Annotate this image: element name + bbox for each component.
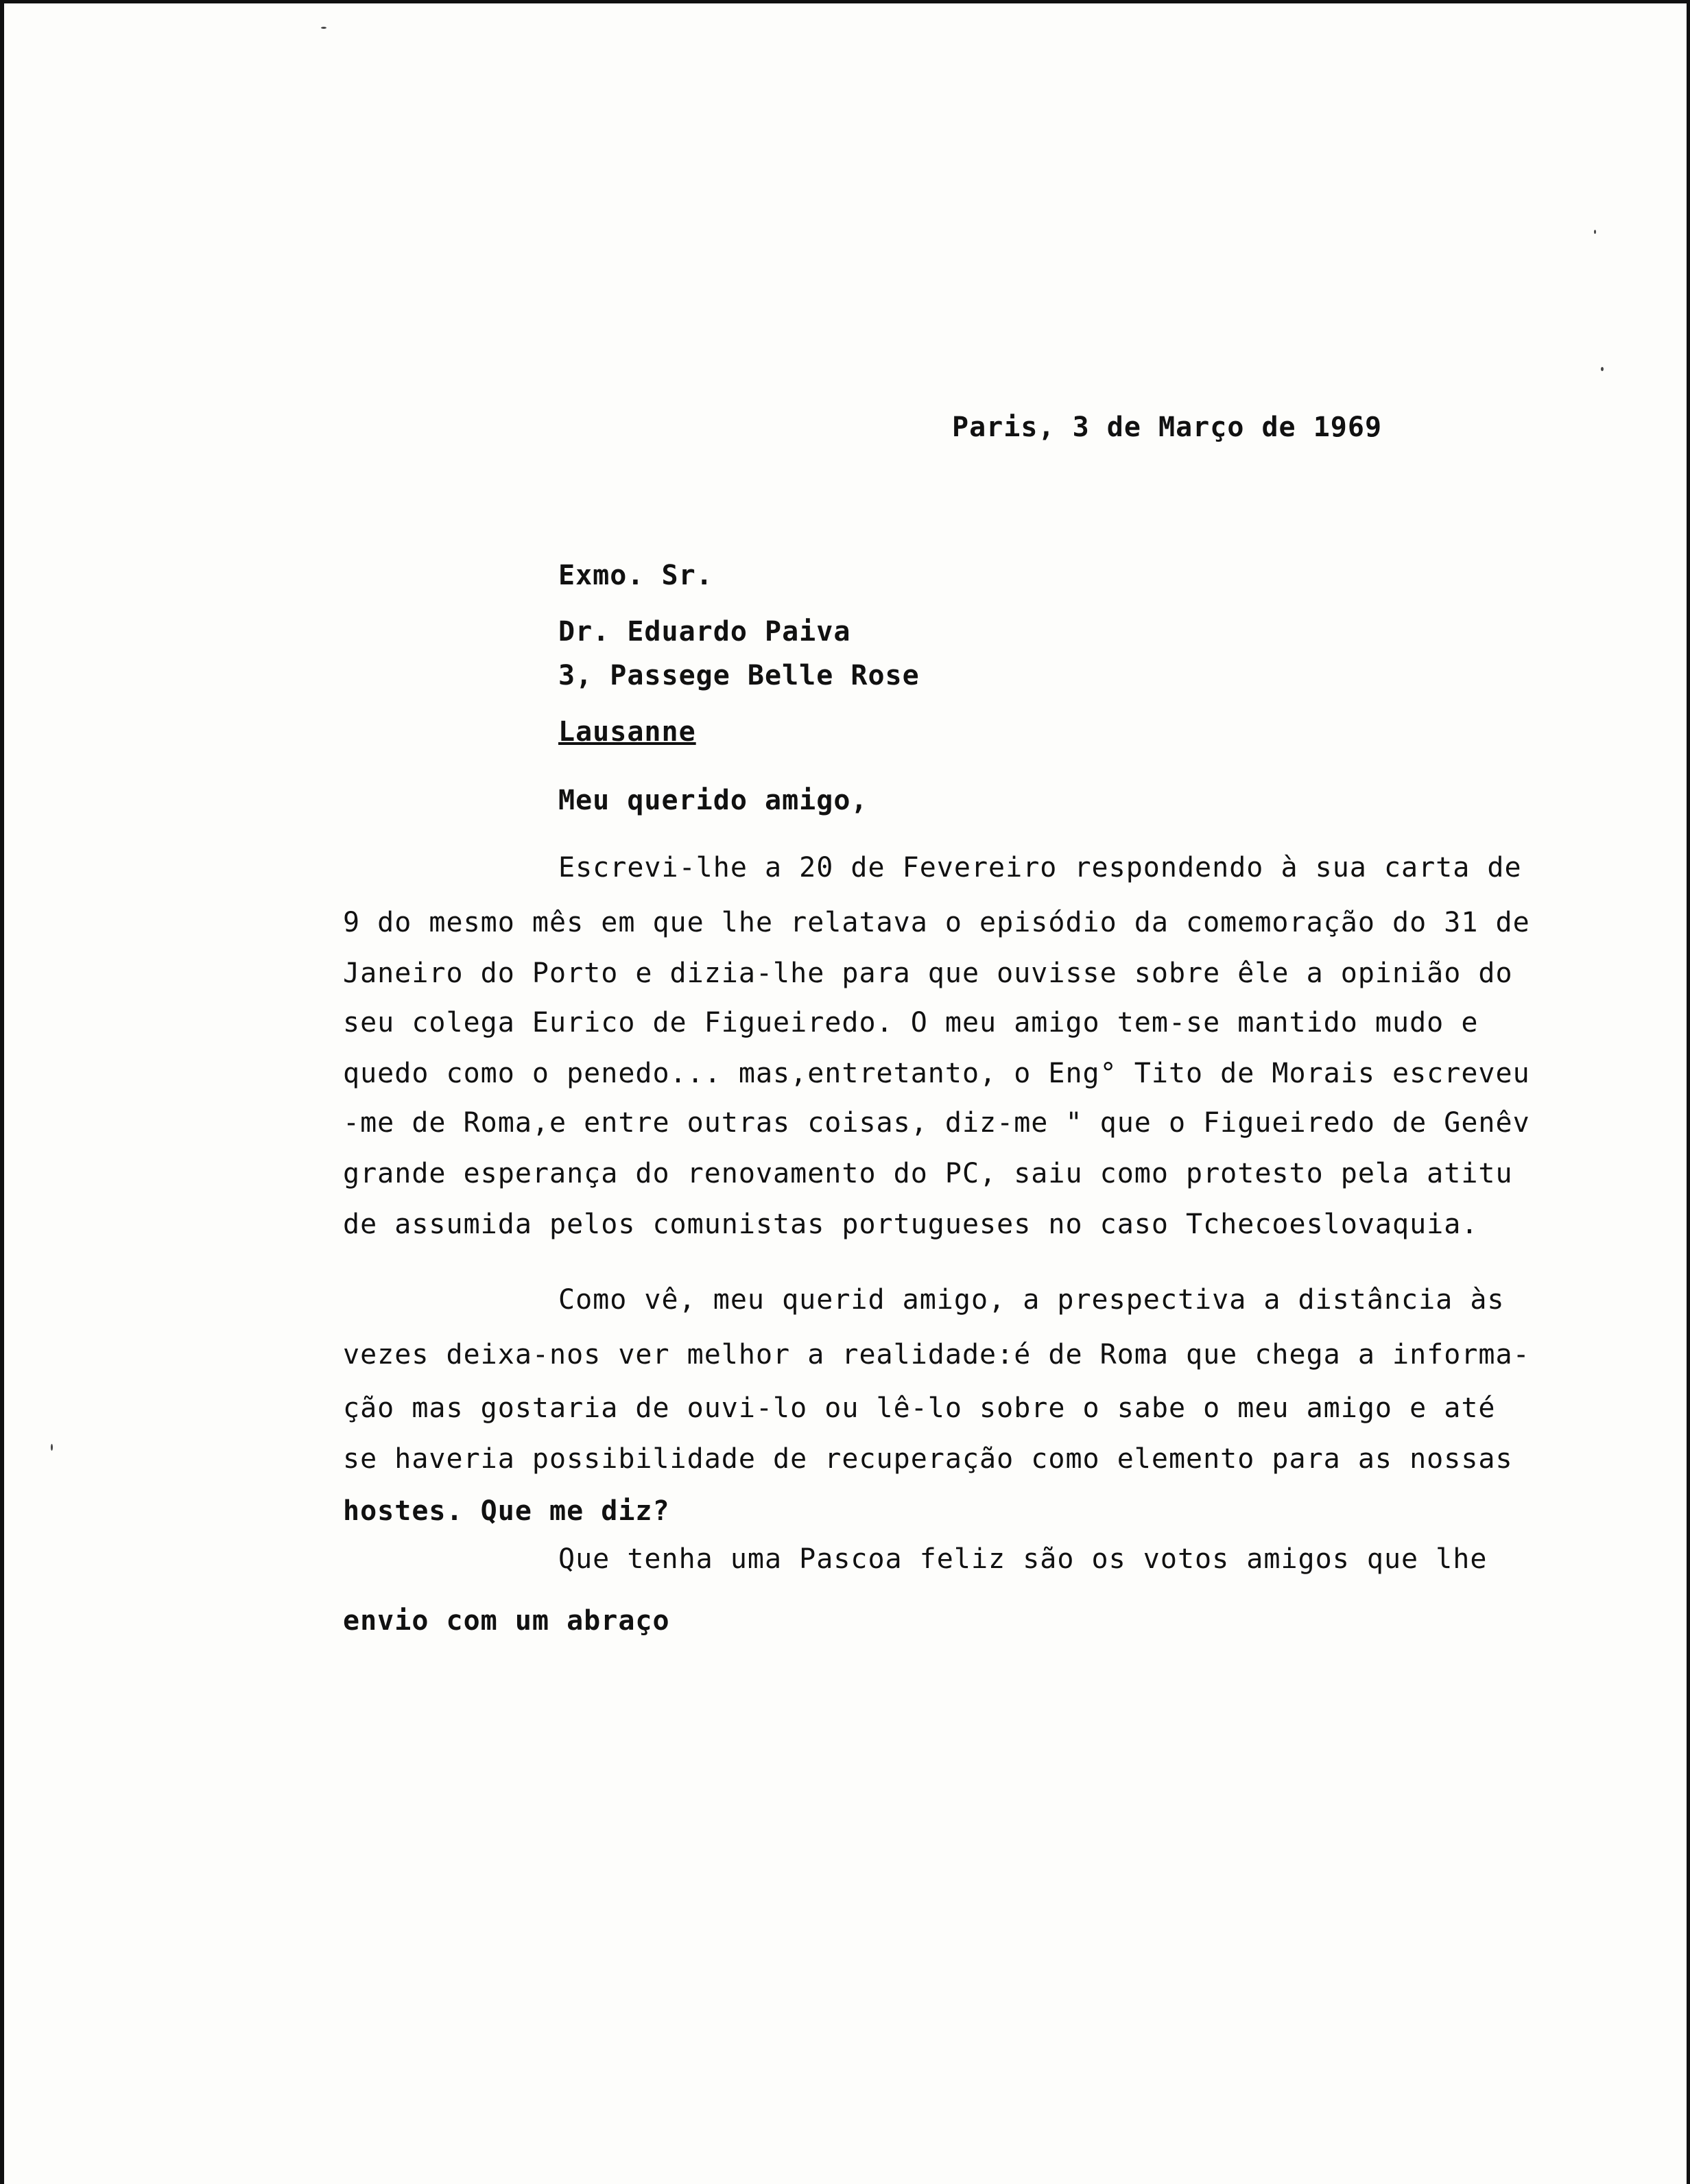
paper-speck (1594, 230, 1596, 234)
paragraph-1-line: Escrevi-lhe a 20 de Fevereiro respondendo à sua carta de (558, 852, 1522, 883)
paragraph-1-line: Janeiro do Porto e dizia-lhe para que ouvisse sobre êle a opinião do (343, 958, 1513, 989)
paragraph-3-line: envio com um abraço (343, 1605, 670, 1637)
addressee-city: Lausanne (558, 716, 696, 748)
paragraph-3-line: Que tenha uma Pascoa feliz são os votos amigos que lhe (558, 1543, 1488, 1575)
paragraph-1-line: de assumida pelos comunistas portugueses no caso Tchecoeslovaquia. (343, 1209, 1479, 1240)
paragraph-2-line: hostes. Que me diz? (343, 1495, 670, 1527)
paragraph-1-line: grande esperança do renovamento do PC, saiu como protesto pela atitu (343, 1158, 1513, 1189)
date-line: Paris, 3 de Março de 1969 (952, 412, 1383, 443)
paragraph-1-line: 9 do mesmo mês em que lhe relatava o episódio da comemoração do 31 de (343, 907, 1530, 938)
addressee-street: 3, Passege Belle Rose (558, 660, 920, 691)
paragraph-2-line: Como vê, meu querid amigo, a prespectiva a distância às (558, 1284, 1505, 1316)
paragraph-2-line: ção mas gostaria de ouvi-lo ou lê-lo sobre o sabe o meu amigo e até (343, 1392, 1496, 1424)
paragraph-1-line: seu colega Eurico de Figueiredo. O meu amigo tem-se mantido mudo e (343, 1007, 1479, 1038)
greeting: Meu querido amigo, (558, 785, 868, 816)
addressee-title: Exmo. Sr. (558, 560, 713, 591)
paragraph-1-line: -me de Roma,e entre outras coisas, diz-me " que o Figueiredo de Genêv (343, 1107, 1530, 1139)
paper-speck (321, 27, 326, 29)
paragraph-1-line: quedo como o penedo... mas,entretanto, o Eng° Tito de Morais escreveu (343, 1058, 1530, 1089)
addressee-name: Dr. Eduardo Paiva (558, 616, 851, 648)
paragraph-2-line: vezes deixa-nos ver melhor a realidade:é de Roma que chega a informa- (343, 1339, 1530, 1370)
paper-speck (51, 1444, 53, 1451)
paper-speck (1601, 367, 1604, 371)
paragraph-2-line: se haveria possibilidade de recuperação como elemento para as nossas (343, 1443, 1513, 1475)
